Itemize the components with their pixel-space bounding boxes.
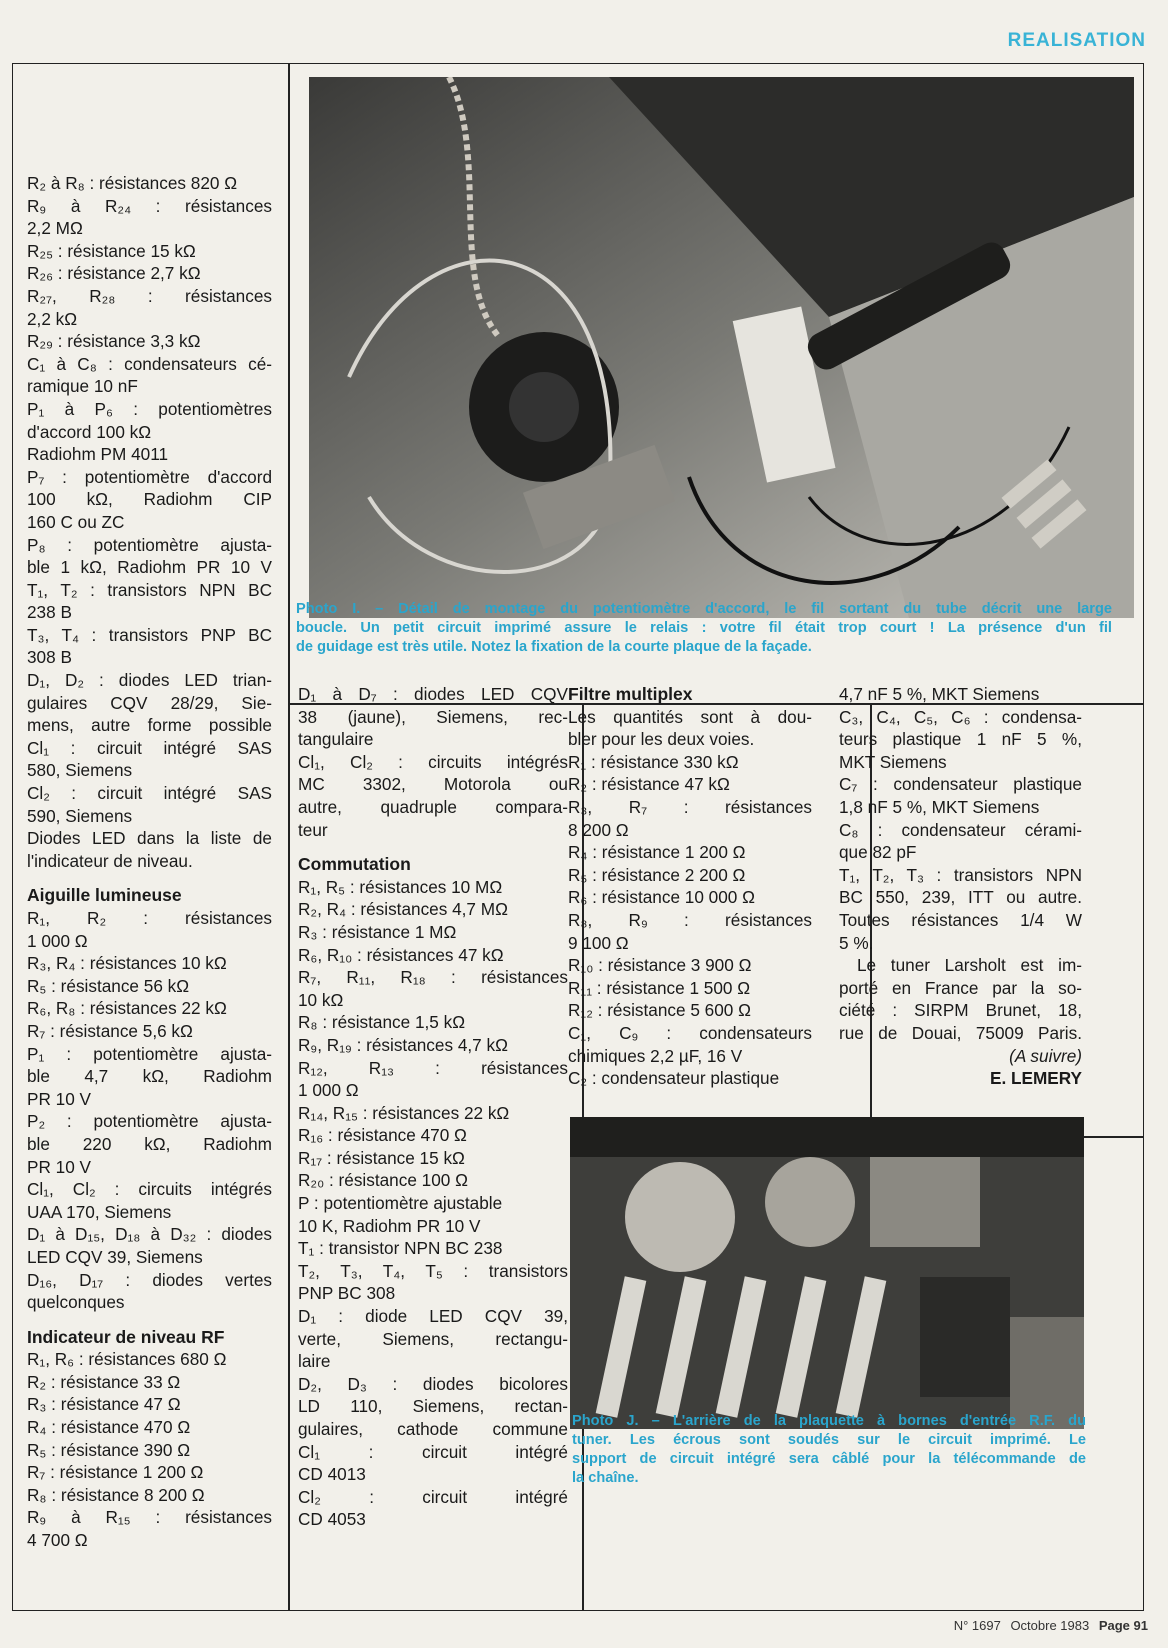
parts-line: CD 4013: [298, 1464, 366, 1485]
parts-line: P : potentiomètre ajustable: [298, 1193, 503, 1214]
parts-line: 160 C ou ZC: [27, 511, 125, 532]
parts-line: D₁ : diode LED CQV 39,: [298, 1306, 568, 1327]
section-heading: Commutation: [298, 854, 411, 875]
section-heading: Aiguille lumineuse: [27, 885, 182, 906]
parts-line: 8 200 Ω: [568, 819, 629, 840]
parts-line: R₇ : résistance 5,6 kΩ: [27, 1020, 193, 1041]
parts-line: C₃, C₄, C₅, C₆ : condensa-: [839, 706, 1082, 727]
parts-line: R₄ : résistance 1 200 Ω: [568, 842, 746, 863]
parts-line: R₃ : résistance 1 MΩ: [298, 921, 457, 942]
parts-line: 1,8 nF 5 %, MKT Siemens: [839, 796, 1040, 817]
parts-line: R₉ à R₂₄ : résistances: [27, 195, 272, 216]
parts-line: C₁, C₉ : condensateurs: [568, 1022, 812, 1043]
parts-line: Cl₂ : circuit intégré: [298, 1486, 568, 1507]
parts-line: Cl₁ : circuit intégré: [298, 1441, 568, 1462]
parts-line: Cl₁, Cl₂ : circuits intégrés: [298, 751, 568, 772]
parts-line: ble 220 kΩ, Radiohm: [27, 1133, 272, 1154]
parts-line: P₈ : potentiomètre ajusta-: [27, 534, 272, 555]
parts-line: MKT Siemens: [839, 751, 947, 772]
parts-line: bler pour les deux voies.: [568, 729, 755, 750]
parts-line: quelconques: [27, 1292, 125, 1313]
section-heading: Indicateur de niveau RF: [27, 1326, 225, 1347]
parts-line: 590, Siemens: [27, 805, 133, 826]
parts-line: R₆, R₈ : résistances 22 kΩ: [27, 998, 227, 1019]
parts-line: P₇ : potentiomètre d'accord: [27, 466, 272, 487]
photo-j-image: [570, 1117, 1084, 1429]
parts-line: UAA 170, Siemens: [27, 1201, 172, 1222]
parts-line: R₂, R₄ : résistances 4,7 MΩ: [298, 899, 508, 920]
parts-column-3: [568, 683, 812, 1090]
parts-line: R₄ : résistance 470 Ω: [27, 1417, 191, 1438]
parts-line: ble 1 kΩ, Radiohm PR 10 V: [27, 557, 272, 578]
parts-line: d'accord 100 kΩ: [27, 421, 152, 442]
parts-line: autre, quadruple compara-: [298, 796, 568, 817]
parts-line: E. LEMERY: [990, 1068, 1082, 1089]
parts-line: R₅ : résistance 390 Ω: [27, 1439, 191, 1460]
parts-line: 2,2 kΩ: [27, 308, 78, 329]
parts-line: T₂, T₃, T₄, T₅ : transistors: [298, 1260, 568, 1281]
photo-i: [309, 77, 1134, 618]
parts-line: MC 3302, Motorola ou: [298, 774, 568, 795]
parts-column-4: [839, 683, 1082, 1090]
parts-line: D₁₆, D₁₇ : diodes vertes: [27, 1269, 272, 1290]
parts-line: R₁₂, R₁₃ : résistances: [298, 1057, 568, 1078]
parts-line: T₁, T₂, T₃ : transistors NPN: [839, 864, 1082, 885]
parts-line: T₁, T₂ : transistors NPN BC: [27, 579, 272, 600]
parts-line: ciété : SIRPM Brunet, 18,: [839, 1000, 1082, 1021]
caption-line: Photo I. – Détail de montage du potentiomètre d'accord, le fil sortant du tube décrit une large: [296, 601, 1112, 617]
parts-line: gulaires, cathode commune: [298, 1419, 568, 1439]
parts-line: 5 %.: [839, 932, 874, 953]
page-number: Page 91: [1098, 1618, 1148, 1633]
parts-line: Toutes résistances 1/4 W: [839, 909, 1082, 930]
parts-line: 9 100 Ω: [568, 932, 629, 953]
parts-line: gulaires CQV 28/29, Sie-: [27, 692, 272, 713]
parts-line: R₂ : résistance 47 kΩ: [568, 774, 730, 795]
parts-line: ramique 10 nF: [27, 376, 138, 397]
photo-j: [570, 1117, 1084, 1429]
parts-line: 4,7 nF 5 %, MKT Siemens: [839, 684, 1040, 704]
parts-line: ble 4,7 kΩ, Radiohm: [27, 1066, 272, 1087]
parts-line: P₁ : potentiomètre ajusta-: [27, 1043, 272, 1064]
parts-line: Cl₁ : circuit intégré SAS: [27, 737, 272, 758]
parts-line: C₇ : condensateur plastique: [839, 774, 1082, 795]
parts-line: R₁₆ : résistance 470 Ω: [298, 1125, 467, 1146]
parts-line: R₂₇, R₂₈ : résistances: [27, 285, 272, 306]
photo-i-caption: [296, 600, 1112, 657]
parts-line: Radiohm PM 4011: [27, 444, 169, 465]
parts-line: R₉, R₁₉ : résistances 4,7 kΩ: [298, 1034, 508, 1055]
parts-line: P₂ : potentiomètre ajusta-: [27, 1111, 272, 1132]
parts-line: D₁ à D₁₅, D₁₈ à D₃₂ : diodes: [27, 1224, 272, 1245]
parts-column-1: [27, 172, 272, 1552]
parts-line: PNP BC 308: [298, 1283, 396, 1304]
parts-line: que 82 pF: [839, 842, 917, 863]
parts-line: 580, Siemens: [27, 760, 133, 781]
parts-line: R₈ : résistance 1,5 kΩ: [298, 1012, 466, 1033]
parts-line: teurs plastique 1 nF 5 %,: [839, 729, 1082, 750]
parts-line: l'indicateur de niveau.: [27, 850, 193, 871]
caption-line: Photo J. – L'arrière de la plaquette à bornes d'entrée R.F. du: [572, 1413, 1086, 1429]
parts-line: R₉ à R₁₅ : résistances: [27, 1507, 272, 1528]
parts-line: rue de Douai, 75009 Paris.: [839, 1022, 1082, 1043]
parts-line: Le tuner Larsholt est im-: [857, 955, 1082, 976]
parts-line: 1 000 Ω: [27, 930, 88, 951]
parts-line: C₂ : condensateur plastique: [568, 1068, 780, 1089]
parts-line: R₇ : résistance 1 200 Ω: [27, 1462, 204, 1483]
parts-line: chimiques 2,2 µF, 16 V: [568, 1045, 743, 1066]
parts-line: R₁₇ : résistance 15 kΩ: [298, 1147, 465, 1168]
parts-line: 238 B: [27, 602, 72, 623]
parts-line: R₆ : résistance 10 000 Ω: [568, 887, 755, 908]
parts-line: 10 kΩ: [298, 989, 344, 1010]
parts-line: R₁, R₆ : résistances 680 Ω: [27, 1349, 227, 1370]
parts-line: T₁ : transistor NPN BC 238: [298, 1238, 503, 1259]
parts-line: R₅ : résistance 56 kΩ: [27, 975, 190, 996]
parts-line: 38 (jaune), Siemens, rec-: [298, 706, 568, 727]
page-footer: [954, 1618, 1148, 1633]
parts-line: R₂₉ : résistance 3,3 kΩ: [27, 331, 201, 352]
parts-line: Cl₂ : circuit intégré SAS: [27, 783, 272, 804]
parts-line: R₃ : résistance 47 Ω: [27, 1394, 181, 1415]
caption-line: support de circuit intégré sera câblé pour la télécommande de: [572, 1451, 1086, 1467]
parts-line: R₁₂ : résistance 5 600 Ω: [568, 1000, 751, 1021]
parts-line: R₈, R₉ : résistances: [568, 909, 812, 930]
parts-line: R₂₆ : résistance 2,7 kΩ: [27, 263, 201, 284]
parts-line: R₁₄, R₁₅ : résistances 22 kΩ: [298, 1102, 510, 1123]
parts-line: R₂ : résistance 33 Ω: [27, 1371, 181, 1392]
parts-line: C₁ à C₈ : condensateurs cé-: [27, 353, 272, 374]
parts-line: verte, Siemens, rectangu-: [298, 1328, 568, 1349]
parts-line: 100 kΩ, Radiohm CIP: [27, 489, 272, 510]
parts-line: teur: [298, 819, 328, 840]
parts-line: D₁ à D₇ : diodes LED CQV: [298, 684, 568, 704]
parts-line: 308 B: [27, 647, 72, 668]
parts-line: 1 000 Ω: [298, 1080, 359, 1101]
parts-line: R₁₁ : résistance 1 500 Ω: [568, 977, 751, 998]
parts-line: R₂₅ : résistance 15 kΩ: [27, 240, 196, 261]
section-header: REALISATION: [1007, 30, 1146, 51]
parts-line: tangulaire: [298, 729, 374, 750]
parts-line: R₁ : résistance 330 kΩ: [568, 751, 739, 772]
parts-line: LD 110, Siemens, rectan-: [298, 1396, 568, 1417]
caption-line: la chaîne.: [572, 1470, 639, 1486]
column-rule-1: [288, 63, 290, 1611]
parts-line: R₅ : résistance 2 200 Ω: [568, 864, 746, 885]
issue-date: Octobre 1983: [1010, 1618, 1090, 1633]
parts-line: C₈ : condensateur cérami-: [839, 819, 1082, 840]
parts-line: R₁₀ : résistance 3 900 Ω: [568, 955, 752, 976]
parts-line: (A suivre): [1009, 1045, 1082, 1066]
caption-line: tuner. Les écrous sont soudés sur le circuit imprimé. Le: [572, 1432, 1086, 1448]
parts-line: R₆, R₁₀ : résistances 47 kΩ: [298, 944, 504, 965]
parts-line: R₃, R₄ : résistances 10 kΩ: [27, 953, 227, 974]
parts-line: mens, autre forme possible: [27, 715, 272, 736]
section-heading: Filtre multiplex: [568, 684, 693, 704]
parts-column-2: [298, 683, 568, 1531]
parts-line: Les quantités sont à dou-: [568, 706, 812, 727]
parts-line: 4 700 Ω: [27, 1530, 88, 1551]
parts-line: R₁, R₅ : résistances 10 MΩ: [298, 876, 503, 897]
parts-line: BC 550, 239, ITT ou autre.: [839, 887, 1082, 908]
issue-number: N° 1697: [953, 1618, 1001, 1633]
parts-line: Diodes LED dans la liste de: [27, 828, 272, 849]
caption-line: de guidage est très utile. Notez la fixation de la courte plaque de la façade.: [296, 639, 812, 655]
parts-line: R₇, R₁₁, R₁₈ : résistances: [298, 967, 568, 988]
parts-line: R₈ : résistance 8 200 Ω: [27, 1484, 205, 1505]
parts-line: Cl₁, Cl₂ : circuits intégrés: [27, 1179, 272, 1200]
parts-line: PR 10 V: [27, 1156, 92, 1177]
photo-j-caption: [572, 1412, 1086, 1488]
parts-line: R₂₀ : résistance 100 Ω: [298, 1170, 468, 1191]
parts-line: R₃, R₇ : résistances: [568, 796, 812, 817]
parts-line: 10 K, Radiohm PR 10 V: [298, 1215, 481, 1236]
parts-line: R₂ à R₈ : résistances 820 Ω: [27, 173, 238, 193]
parts-line: 2,2 MΩ: [27, 218, 83, 239]
parts-line: CD 4053: [298, 1509, 366, 1530]
parts-line: T₃, T₄ : transistors PNP BC: [27, 624, 272, 645]
photo-i-image: [309, 77, 1134, 618]
parts-line: R₁, R₂ : résistances: [27, 908, 272, 928]
parts-line: D₂, D₃ : diodes bicolores: [298, 1373, 568, 1394]
parts-line: D₁, D₂ : diodes LED trian-: [27, 670, 272, 691]
caption-line: boucle. Un petit circuit imprimé assure le relais : votre fil était trop court ! La présence d'un fil: [296, 620, 1112, 636]
parts-line: laire: [298, 1351, 331, 1372]
parts-line: P₁ à P₆ : potentiomètres: [27, 398, 272, 419]
parts-line: PR 10 V: [27, 1088, 92, 1109]
parts-line: porté en France par la so-: [839, 977, 1082, 998]
parts-line: LED CQV 39, Siemens: [27, 1246, 203, 1267]
